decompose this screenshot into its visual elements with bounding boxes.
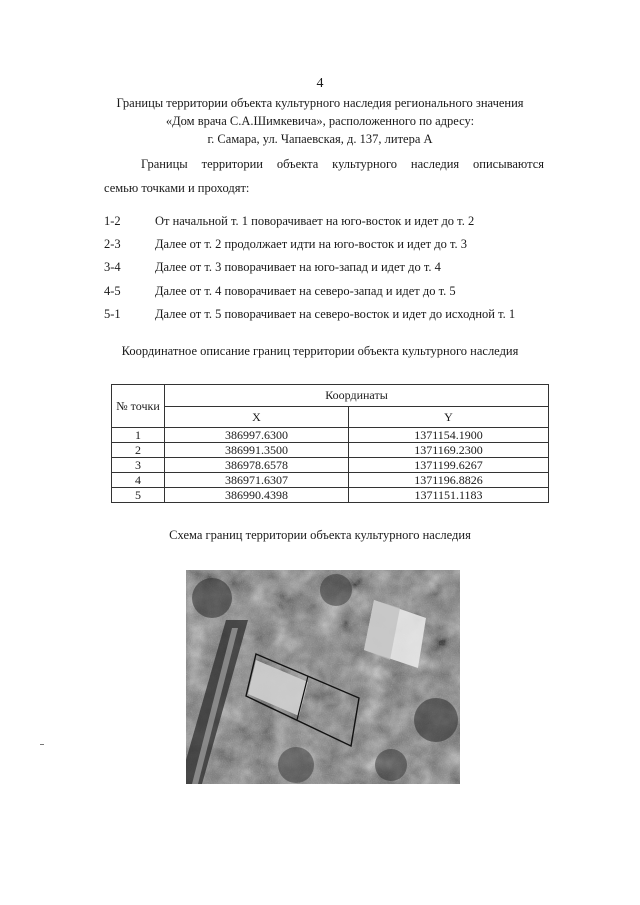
cell-x: 386997.6300: [165, 428, 349, 443]
header-x: X: [165, 406, 349, 428]
tree: [414, 698, 458, 742]
step-text: Далее от т. 2 продолжает идти на юго-восток и идет до т. 3: [155, 237, 467, 252]
title-line-2: «Дом врача С.А.Шимкевича», расположенного по адресу:: [165, 114, 475, 128]
step-text: Далее от т. 5 поворачивает на северо-восток и идет до исходной т. 1: [155, 306, 516, 321]
coordinates-heading: Координатное описание границ территории объекта культурного наследия: [121, 344, 519, 358]
tree: [278, 747, 314, 783]
cell-y: 1371196.8826: [349, 473, 549, 488]
cell-y: 1371154.1900: [349, 428, 549, 443]
step-code: 3-4: [104, 260, 121, 275]
intro-line-1: Границы территории объекта культурного наследия описываются: [141, 157, 544, 171]
site-boundary-map: [186, 570, 460, 784]
cell-y: 1371151.1183: [349, 488, 549, 503]
step-code: 4-5: [104, 283, 121, 298]
step-item: [104, 214, 554, 237]
step-code: 5-1: [104, 306, 121, 321]
boundary-steps-list: [104, 214, 554, 330]
step-code: 2-3: [104, 237, 121, 252]
title-line-1: Границы территории объекта культурного наследия регионального значения: [116, 96, 524, 110]
tree: [192, 578, 232, 618]
document-title: [70, 94, 570, 148]
cell-x: 386978.6578: [165, 458, 349, 473]
cell-point: 4: [112, 473, 165, 488]
coordinates-table: [111, 384, 549, 503]
tree: [375, 749, 407, 781]
cell-x: 386990.4398: [165, 488, 349, 503]
header-y: Y: [349, 406, 549, 428]
step-item: [104, 284, 554, 307]
step-item: [104, 237, 554, 260]
cell-y: 1371169.2300: [349, 443, 549, 458]
title-line-3: г. Самара, ул. Чапаевская, д. 137, литера А: [207, 132, 433, 146]
table-row: [112, 473, 549, 488]
cell-x: 386971.6307: [165, 473, 349, 488]
header-coordinates: Координаты: [165, 385, 549, 407]
step-item: [104, 307, 554, 330]
step-text: Далее от т. 3 поворачивает на юго-запад и идет до т. 4: [155, 260, 441, 275]
step-code: 1-2: [104, 214, 121, 228]
tree: [320, 574, 352, 606]
table-row: [112, 488, 549, 503]
table-row: [112, 428, 549, 443]
step-text: От начальной т. 1 поворачивает на юго-восток и идет до т. 2: [155, 214, 475, 228]
step-item: [104, 260, 554, 283]
scheme-heading: Схема границ территории объекта культурного наследия: [169, 528, 471, 542]
table-row: [112, 458, 549, 473]
intro-line-2: семью точками и проходят:: [104, 181, 250, 195]
table-row: [112, 443, 549, 458]
cell-point: 2: [112, 443, 165, 458]
cell-y: 1371199.6267: [349, 458, 549, 473]
step-text: Далее от т. 4 поворачивает на северо-запад и идет до т. 5: [155, 283, 456, 298]
margin-mark: [40, 744, 44, 745]
intro-paragraph: [104, 152, 544, 200]
cell-x: 386991.3500: [165, 443, 349, 458]
cell-point: 5: [112, 488, 165, 503]
header-point-number: № точки: [112, 385, 165, 428]
page-number: 4: [316, 76, 324, 91]
cell-point: 1: [112, 428, 165, 443]
cell-point: 3: [112, 458, 165, 473]
